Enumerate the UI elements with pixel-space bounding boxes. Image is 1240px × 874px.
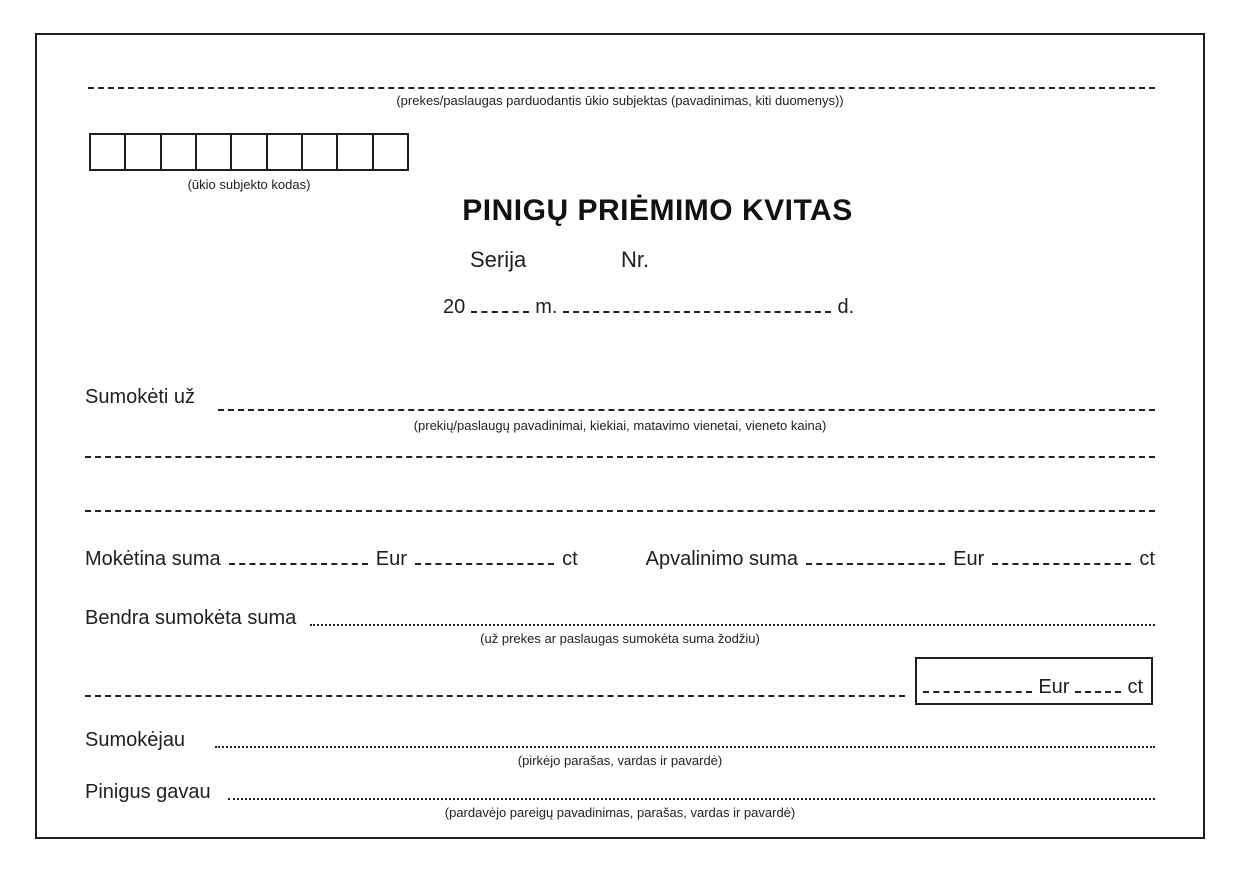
items-fill-line-1[interactable] <box>85 456 1155 458</box>
nr-label: Nr. <box>621 247 650 272</box>
paid-for-fill-line[interactable] <box>218 409 1155 411</box>
ct-label: ct <box>1127 676 1143 698</box>
payer-label: Sumokėjau <box>85 729 186 751</box>
seller-caption: (prekes/paslaugas parduodantis ūkio subjektas (pavadinimas, kiti duomenys)) <box>396 93 844 108</box>
day-suffix: d. <box>837 296 855 318</box>
payable-ct-blank[interactable] <box>415 560 554 565</box>
payable-label: Mokėtina suma <box>85 548 221 570</box>
receiver-label: Pinigus gavau <box>85 781 211 803</box>
paid-for-label: Sumokėti už <box>85 386 196 408</box>
total-fill-line[interactable] <box>310 624 1155 626</box>
receiver-caption: (pardavėjo pareigų pavadinimas, parašas, vardas ir pavardė) <box>444 805 796 820</box>
box-eur-blank[interactable] <box>923 688 1032 693</box>
month-day-fill-blank[interactable] <box>563 308 831 313</box>
eur-label: Eur <box>1038 676 1070 698</box>
rounding-ct-blank[interactable] <box>992 560 1131 565</box>
total-amount-box <box>915 657 1153 705</box>
ct-label: ct <box>1139 548 1155 570</box>
total-caption: (už prekes ar paslaugas sumokėta suma žodžiu) <box>480 631 760 646</box>
amounts-row <box>85 548 1155 571</box>
entity-code-cell[interactable] <box>195 135 230 169</box>
entity-code-grid[interactable] <box>89 133 409 171</box>
rounding-eur-blank[interactable] <box>806 560 945 565</box>
entity-code-cell[interactable] <box>91 135 124 169</box>
payer-caption: (pirkėjo parašas, vardas ir pavardė) <box>517 753 723 768</box>
year-prefix: 20 <box>443 296 466 318</box>
total-label: Bendra sumokėta suma <box>85 607 297 629</box>
ct-label: ct <box>562 548 578 570</box>
paid-for-caption: (prekių/paslaugų pavadinimai, kiekiai, matavimo vienetai, vieneto kaina) <box>413 418 827 433</box>
entity-code-caption: (ūkio subjekto kodas) <box>187 177 311 192</box>
receiver-signature-line[interactable] <box>228 798 1155 800</box>
payable-eur-blank[interactable] <box>229 560 368 565</box>
entity-code-cell[interactable] <box>160 135 195 169</box>
month-suffix: m. <box>535 296 558 318</box>
form-title: PINIGŲ PRIĖMIMO KVITAS <box>462 194 853 227</box>
seller-fill-line[interactable] <box>88 87 1155 89</box>
year-fill-blank[interactable] <box>471 308 529 313</box>
entity-code-cell[interactable] <box>230 135 265 169</box>
date-row <box>443 296 854 319</box>
entity-code-cell[interactable] <box>266 135 301 169</box>
box-ct-blank[interactable] <box>1075 688 1121 693</box>
rounding-label: Apvalinimo suma <box>645 548 798 570</box>
entity-code-cell[interactable] <box>372 135 407 169</box>
payer-signature-line[interactable] <box>215 746 1155 748</box>
eur-label: Eur <box>375 548 407 570</box>
entity-code-cell[interactable] <box>301 135 336 169</box>
eur-label: Eur <box>953 548 985 570</box>
serija-label: Serija <box>470 247 527 272</box>
total-words-fill-line[interactable] <box>85 695 905 697</box>
entity-code-cell[interactable] <box>124 135 159 169</box>
items-fill-line-2[interactable] <box>85 510 1155 512</box>
entity-code-cell[interactable] <box>336 135 371 169</box>
